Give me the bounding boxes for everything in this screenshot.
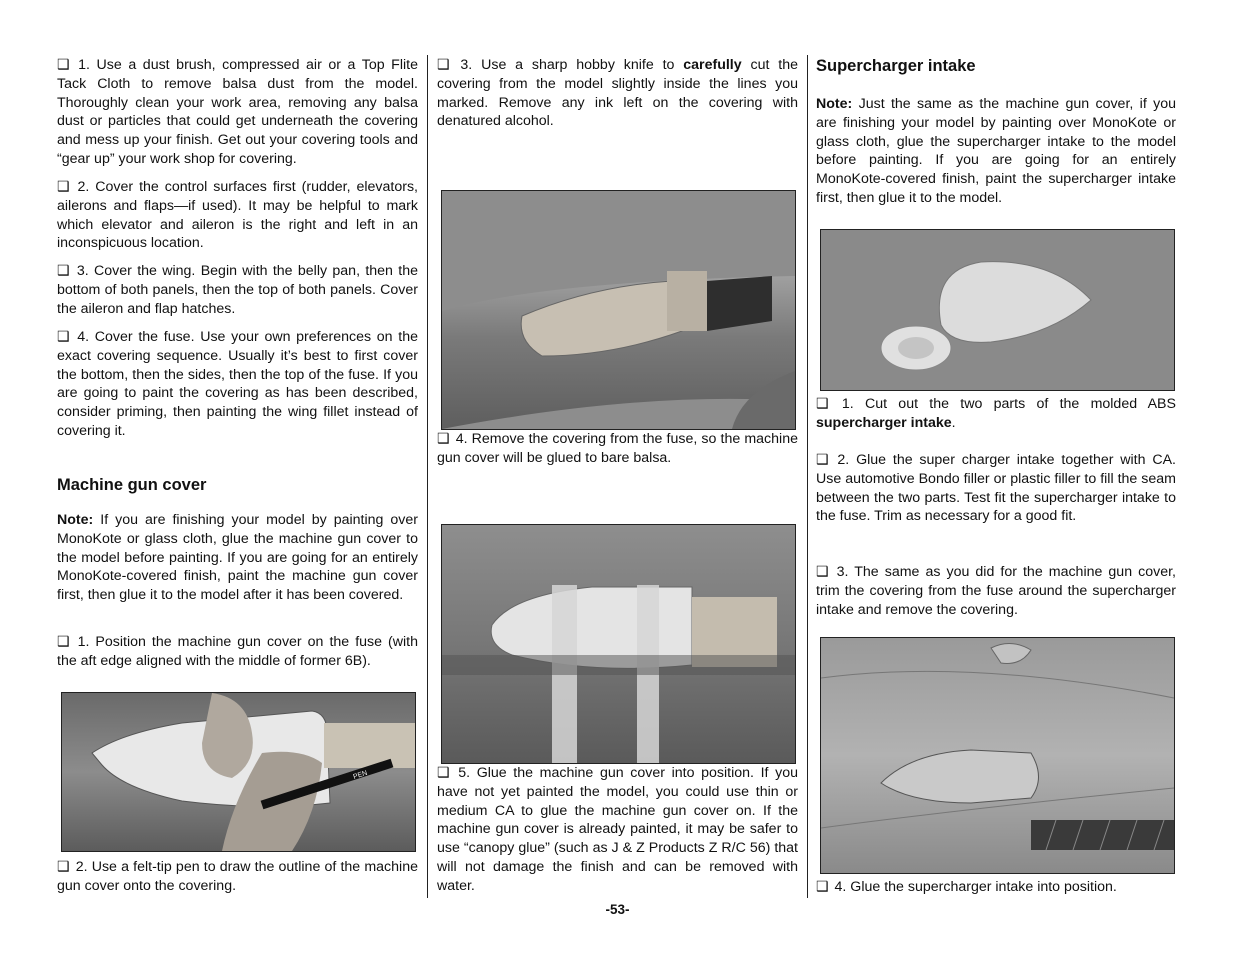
checkbox-icon: ❑: [816, 563, 829, 579]
section-heading-supercharger-intake: Supercharger intake: [816, 57, 976, 75]
step-paragraph: [816, 562, 1176, 619]
step-text: .: [951, 414, 956, 431]
step-text: 2. Cover the control surfaces first (rudder, elevators, ailerons and flaps—if used). It may be helpful to mark which elevator and aileron is the right and left in an inconspicuous location.: [57, 179, 418, 252]
checkbox-icon: ❑: [437, 764, 450, 780]
note-text: Just the same as the machine gun cover, if you are finishing your model by painting over MonoKote or glass cloth, glue the supercharger intake to the model before painting. If you are going for an entirely MonoKote-covered finish, paint the supercharger intake first, then glue it to the model.: [816, 96, 1176, 206]
checkbox-icon: ❑: [57, 858, 70, 874]
photo-marking-outline: [61, 692, 416, 852]
step-text: 2. Use a felt-tip pen to draw the outline of the machine gun cover onto the covering.: [57, 859, 418, 894]
step-paragraph: [57, 177, 418, 253]
step-text: 3. Use a sharp hobby knife to: [460, 57, 684, 73]
note-text: If you are finishing your model by painting over MonoKote or glass cloth, glue the machine gun cover to the model before painting. If you are going for an entirely MonoKote-covered finish, paint the machine gun cover first, then glue it to the model after it has been covered.: [57, 512, 418, 604]
step-paragraph: [437, 429, 798, 468]
step-paragraph: [437, 763, 798, 896]
step-text-bold: supercharger intake: [816, 414, 952, 431]
note-label: Note:: [816, 96, 853, 112]
pen-label: PEN: [352, 769, 369, 781]
step-paragraph: [57, 261, 418, 318]
step-text-bold: carefully: [683, 57, 742, 73]
step-paragraph: [816, 877, 1176, 897]
checkbox-icon: ❑: [57, 56, 70, 72]
photo-intake-parts: [820, 229, 1175, 391]
checkbox-icon: ❑: [437, 430, 450, 446]
step-paragraph: [57, 857, 418, 896]
checkbox-icon: ❑: [816, 878, 829, 894]
column-divider-left: [427, 55, 428, 898]
checkbox-icon: ❑: [816, 395, 829, 411]
step-paragraph: [816, 394, 1176, 433]
step-text: 4. Cover the fuse. Use your own preferences on the exact covering sequence. Usually it’s best to first cover the bottom, then the sides, then the top of the fuse. If you are going to paint the covering as has been described, consider priming, then painting the wing fillet instead of covering it.: [57, 329, 418, 439]
note-label: Note:: [57, 512, 94, 528]
step-text: 4. Glue the supercharger intake into position.: [834, 879, 1117, 895]
photo-cover-taped: [441, 524, 796, 764]
step-paragraph: [57, 55, 418, 169]
checkbox-icon: ❑: [57, 178, 70, 194]
step-text: 2. Glue the super charger intake together with CA. Use automotive Bondo filler or plastic filler to fill the seam between the two parts. Test fit the supercharger intake to the fuse. Trim as necessary for a good fit.: [816, 452, 1176, 525]
step-text: 3. Cover the wing. Begin with the belly pan, then the bottom of both panels, then the top of both panels. Cover the aileron and flap hatches.: [57, 263, 418, 317]
checkbox-icon: ❑: [816, 451, 829, 467]
step-text: 4. Remove the covering from the fuse, so the machine gun cover will be glued to bare balsa.: [437, 431, 798, 466]
step-text: 3. The same as you did for the machine gun cover, trim the covering from the fuse around the supercharger intake and remove the covering.: [816, 564, 1176, 618]
step-text: 1. Use a dust brush, compressed air or a Top Flite Tack Cloth to remove balsa dust from the model. Thoroughly clean your work area, removing any balsa dust or particles that could get underneath the covering and mess up your finish. Get out your covering tools and “gear up” your work shop for covering.: [57, 57, 418, 167]
section-heading-machine-gun-cover: Machine gun cover: [57, 476, 207, 494]
step-paragraph: [437, 55, 798, 131]
note-paragraph: [57, 511, 418, 605]
column-divider-right: [807, 55, 808, 898]
step-text: cut the covering from the model slightly inside the lines you marked. Remove any ink left on the covering with denatured alcohol.: [437, 57, 798, 130]
checkbox-icon: ❑: [57, 633, 70, 649]
page-number: -53-: [605, 902, 630, 917]
step-text: 5. Glue the machine gun cover into position. If you have not yet painted the model, you could use thin or medium CA to glue the machine gun cover on. If the machine gun cover is already painted, it may be safer to use “canopy glue” (such as J & Z Products Z R/C 56) that will not damage the finish and can be removed with water.: [437, 765, 798, 894]
step-paragraph: [816, 450, 1176, 526]
step-paragraph: [57, 632, 418, 671]
step-text: 1. Cut out the two parts of the molded ABS: [841, 396, 1176, 412]
checkbox-icon: ❑: [57, 328, 70, 344]
checkbox-icon: ❑: [57, 262, 70, 278]
step-text: 1. Position the machine gun cover on the fuse (with the aft edge aligned with the middle of former 6B).: [57, 634, 418, 669]
step-paragraph: [57, 327, 418, 441]
checkbox-icon: ❑: [437, 56, 450, 72]
photo-covering-removed: [441, 190, 796, 430]
note-paragraph: [816, 95, 1176, 208]
photo-intake-installed: [820, 637, 1175, 874]
